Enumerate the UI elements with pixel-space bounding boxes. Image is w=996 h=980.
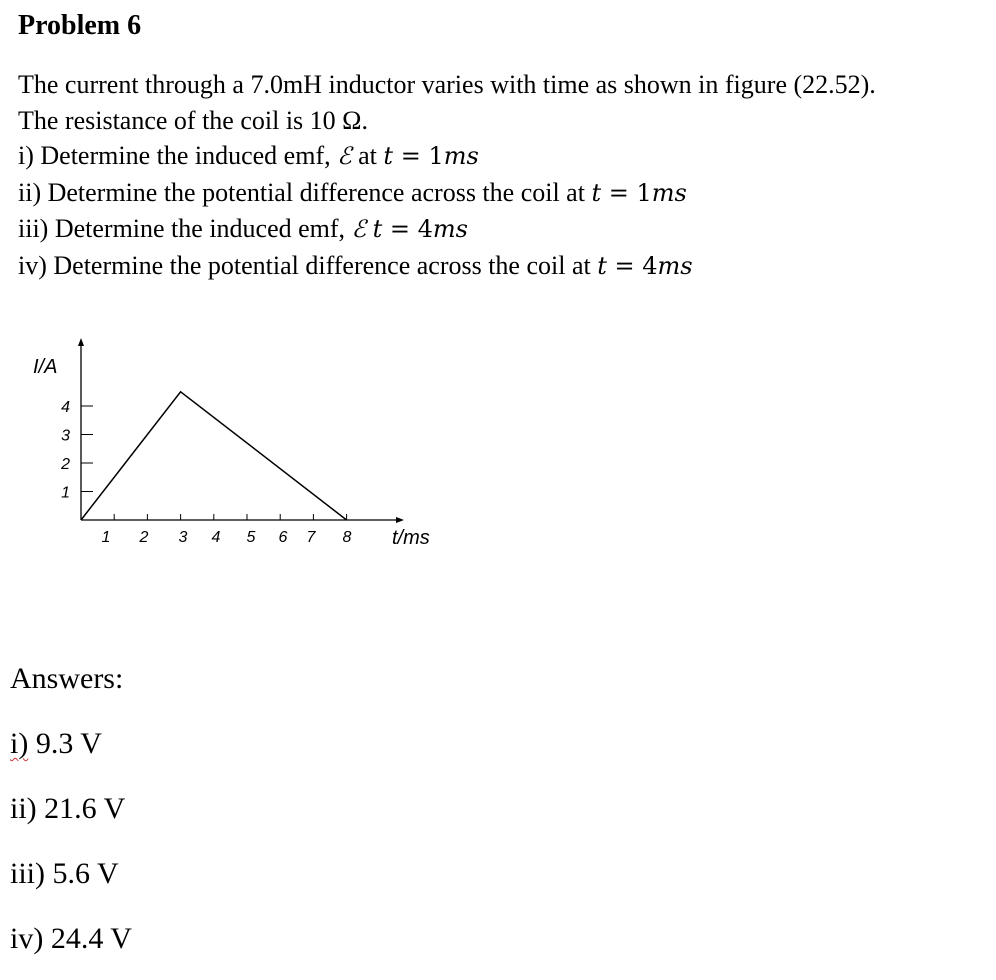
time-variable: t: [383, 142, 394, 170]
question-4-text: iv) Determine the potential difference across the coil at: [18, 250, 598, 280]
time-unit: ms: [443, 142, 479, 170]
emf-symbol: ℰ: [351, 215, 367, 243]
question-2-text: ii) Determine the potential difference across the coil at: [18, 177, 592, 207]
problem-title: Problem 6: [18, 10, 142, 41]
x-tick-label: 7: [306, 529, 316, 546]
x-tick-label: 6: [278, 529, 288, 546]
x-tick-label: 1: [101, 529, 111, 546]
time-value: 4: [642, 251, 658, 280]
x-tick-label: 5: [246, 529, 256, 546]
answer-1: [10, 727, 102, 761]
problem-line-1: The current through a 7.0mH inductor varies with time as shown in figure (22.52).: [18, 70, 876, 99]
at-word: at: [351, 141, 384, 170]
answer-1-value: 9.3 V: [28, 727, 102, 760]
answers-heading: Answers:: [10, 662, 124, 695]
time-variable: t: [591, 178, 602, 207]
y-tick-label: 1: [61, 484, 70, 502]
equals-sign: =: [601, 178, 637, 207]
problem-line-2: The resistance of the coil is 10 Ω.: [18, 105, 368, 135]
time-unit: ms: [651, 178, 687, 207]
problem-statement: [18, 67, 876, 284]
question-3: [18, 211, 876, 248]
answer-4: iv) 24.4 V: [10, 922, 132, 955]
y-tick-label: 3: [61, 427, 70, 445]
question-1: [18, 138, 876, 175]
x-tick-label: 8: [342, 529, 352, 546]
x-axis-label: t/ms: [392, 527, 430, 549]
x-axis-arrow-icon: [396, 517, 404, 523]
answer-2: ii) 21.6 V: [10, 792, 126, 825]
time-variable: t: [597, 251, 607, 280]
x-tick-label: 3: [178, 529, 188, 546]
x-tick-label: 4: [211, 529, 221, 546]
time-variable: t: [372, 215, 383, 243]
time-unit: ms: [432, 215, 468, 243]
y-tick-label: 2: [61, 456, 70, 473]
current-series-line: [81, 392, 347, 520]
time-value: 1: [636, 178, 652, 207]
answer-3: iii) 5.6 V: [10, 857, 119, 890]
time-value: 4: [417, 215, 433, 243]
question-4: [18, 248, 876, 285]
time-unit: ms: [657, 251, 693, 280]
y-axis-arrow-icon: [78, 338, 84, 346]
question-1-text: i) Determine the induced emf,: [18, 141, 338, 170]
equals-sign: =: [382, 215, 418, 243]
emf-symbol: ℰ: [337, 142, 352, 170]
current-time-graph: [0, 330, 480, 570]
y-axis-label: I/A: [33, 356, 58, 378]
answer-1-label: i): [10, 727, 29, 760]
time-value: 1: [428, 142, 444, 170]
x-tick-label: 2: [139, 529, 149, 546]
question-2: [18, 175, 876, 212]
equals-sign: =: [393, 142, 429, 170]
y-tick-label: 4: [61, 399, 70, 416]
question-3-text: iii) Determine the induced emf,: [18, 214, 352, 243]
equals-sign: =: [606, 251, 643, 280]
